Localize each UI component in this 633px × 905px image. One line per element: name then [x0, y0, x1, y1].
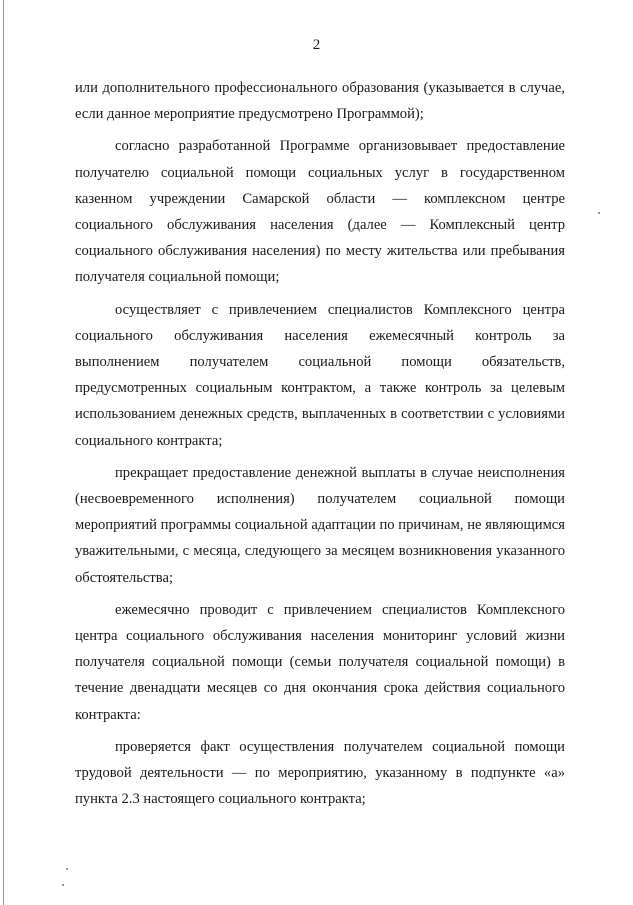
- scan-edge-line: [3, 0, 4, 905]
- page-number: 2: [312, 37, 321, 53]
- paragraph-continued: или дополнительного профессионального образования (указывается в случае, если данное мероприятие предусмотрено Программой);: [75, 80, 565, 123]
- scan-speck: [66, 868, 68, 870]
- scan-speck: [598, 212, 600, 214]
- paragraph-services: согласно разработанной Программе организовывает предоставление получателю социальной помощи социальных услуг в государственном казенном учреждении Самарской области — комплексном центре социального обслуживания населения (далее — Комплексный центр социального обслуживания населения) по месту жительства или пребывания получателя социальной помощи;: [75, 138, 565, 286]
- document-body: [75, 75, 565, 818]
- paragraph-monitoring-control: осуществляет с привлечением специалистов Комплексного центра социального обслуживания населения ежемесячный контроль за выполнением получателем социальной помощи обязательств, предусмотренных социальным контрактом, а также контроль за целевым использованием денежных средств, выплаченных в соответствии с условиями социального контракта;: [75, 301, 565, 449]
- paragraph-termination: прекращает предоставление денежной выплаты в случае неисполнения (несвоевременного исполнения) получателем социальной помощи мероприятий программы социальной адаптации по причинам, не являющимся уважительными, с месяца, следующего за месяцем возникновения указанного обстоятельства;: [75, 464, 565, 586]
- scan-speck: [62, 884, 64, 886]
- paragraph-monthly-monitoring: ежемесячно проводит с привлечением специалистов Комплексного центра социального обслуживания населения мониторинг условий жизни получателя социальной помощи (семьи получателя социальной помощи) в течение двенадцати месяцев со дня окончания срока действия социального контракта:: [75, 601, 565, 723]
- paragraph-employment-check: проверяется факт осуществления получателем социальной помощи трудовой деятельности — по мероприятию, указанному в подпункте «а» пункта 2.3 настоящего социального контракта;: [75, 738, 565, 808]
